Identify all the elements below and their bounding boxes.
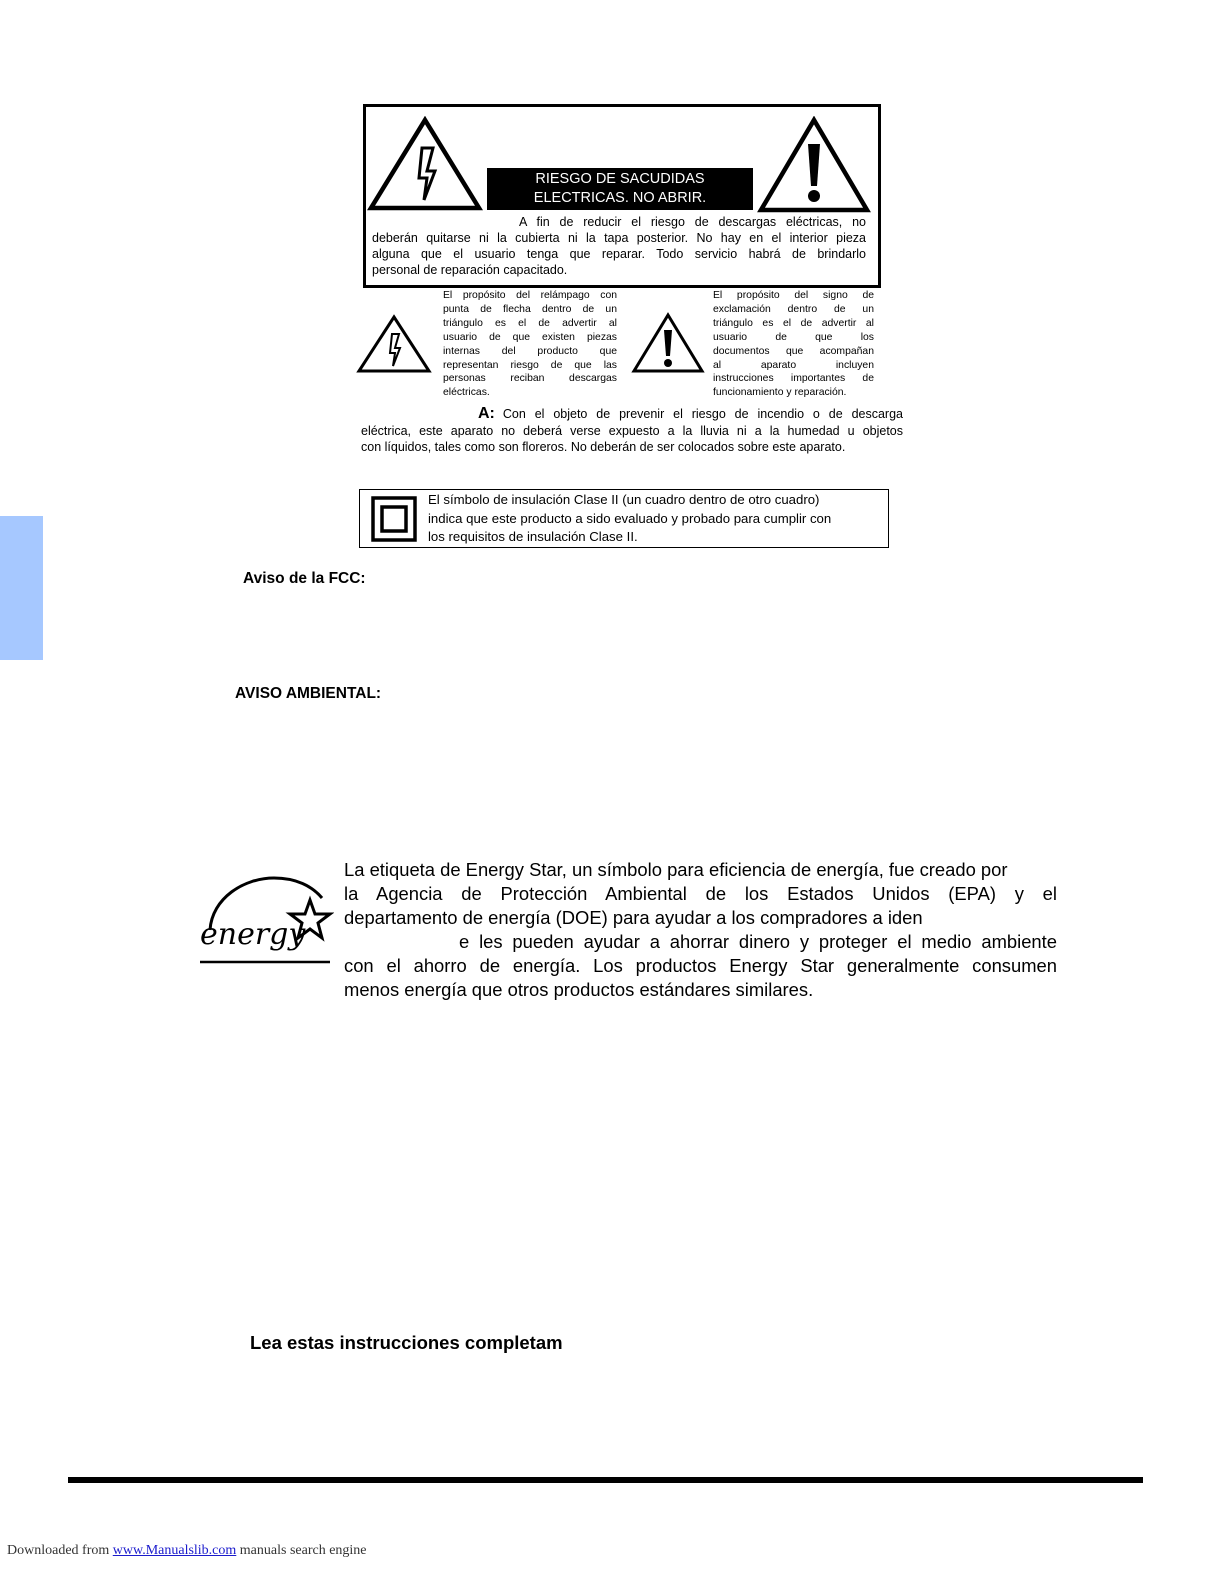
energy-star-paragraph — [344, 858, 1057, 1002]
download-footer — [7, 1543, 367, 1559]
explanation-line: triángulo es el de advertir al — [713, 317, 874, 329]
explanation-line: instrucciones importantes de — [713, 373, 874, 385]
lightning-bolt-warning-icon — [367, 116, 483, 212]
risk-banner-line2: ELECTRICAS. NO ABRIR. — [533, 190, 707, 206]
explanation-line: exclamación dentro de un — [713, 303, 874, 315]
warning-line: personal de reparación capacitado. — [372, 263, 568, 277]
environmental-notice-heading: AVISO AMBIENTAL: — [235, 685, 382, 702]
explanation-line: El propósito del signo de — [713, 290, 874, 301]
exclamation-small-icon — [631, 312, 705, 374]
risk-banner-line1: RIESGO DE SACUDIDAS — [535, 171, 705, 187]
energy-line: e les pueden ayudar a ahorrar dinero y proteger el medio ambiente — [459, 931, 1057, 952]
explanation-line: punta de flecha dentro de un — [443, 303, 617, 315]
explanation-line: usuario de que los — [713, 331, 874, 343]
risk-banner — [487, 168, 753, 210]
explanation-line: internas del producto que — [443, 345, 617, 357]
lightning-bolt-small-icon — [356, 314, 432, 374]
explanation-line: representan riesgo de que las — [443, 359, 617, 371]
warning-line: con líquidos, tales como son floreros. No deberán de ser colocados sobre este aparato. — [361, 440, 846, 454]
warning-line: alguna que el usuario tenga que reparar. Todo servicio habrá de brindarlo — [372, 247, 866, 261]
bottom-rule — [68, 1477, 1143, 1483]
lightning-symbol-explanation — [443, 289, 617, 400]
explanation-line: triángulo es el de advertir al — [443, 317, 617, 329]
explanation-line: personas reciban descargas — [443, 373, 617, 385]
energy-line: La etiqueta de Energy Star, un símbolo para eficiencia de energía, fue creado por — [344, 859, 1008, 880]
warning-line: eléctrica, este aparato no deberá verse expuesto a la lluvia ni a la humedad u objetos — [361, 423, 903, 438]
footer-prefix: Downloaded from — [7, 1543, 113, 1558]
energy-line: con el ahorro de energía. Los productos Energy Star generalmente consumen — [344, 955, 1057, 976]
section-tab — [0, 516, 43, 660]
exclamation-symbol-explanation — [713, 289, 874, 400]
warning-line: Con el objeto de prevenir el riesgo de incendio o de descarga — [502, 407, 903, 421]
read-instructions-heading: Lea estas instrucciones completam — [250, 1332, 563, 1353]
explanation-line: El propósito del relámpago con — [443, 290, 617, 301]
class-ii-text — [428, 491, 880, 547]
energy-line: departamento de energía (DOE) para ayudar a los compradores a iden — [344, 907, 923, 928]
energy-line: la Agencia de Protección Ambiental de los Estados Unidos (EPA) y el — [344, 883, 1057, 904]
explanation-line: funcionamiento y reparación. — [713, 387, 847, 399]
explanation-line: eléctricas. — [443, 387, 490, 399]
class-ii-line: indica que este producto a sido evaluado y probado para cumplir con — [428, 510, 832, 526]
class-ii-double-square-icon — [371, 496, 417, 542]
explanation-line: al aparato incluyen — [713, 359, 874, 371]
warning-line: A fin de reducir el riesgo de descargas eléctricas, no — [519, 215, 866, 229]
manualslib-link[interactable]: www.Manualslib.com — [112, 1543, 237, 1558]
exclamation-warning-icon — [757, 116, 871, 214]
energy-logo-wordmark: energy — [200, 917, 306, 952]
energy-star-logo-icon — [196, 876, 334, 966]
fire-moisture-warning — [361, 406, 903, 456]
warning-line: deberán quitarse ni la cubierta ni la tapa posterior. No hay en el interior pieza — [372, 231, 866, 245]
energy-line: menos energía que otros productos estándares similares. — [344, 979, 814, 1000]
explanation-line: documentos que acompañan — [713, 345, 874, 357]
class-ii-line: El símbolo de insulación Clase II (un cuadro dentro de otro cuadro) — [428, 492, 820, 507]
footer-suffix: manuals search engine — [236, 1543, 367, 1558]
fcc-notice-heading: Aviso de la FCC: — [243, 570, 366, 587]
explanation-line: usuario de que existen piezas — [443, 331, 617, 343]
warning-lead: A: — [478, 405, 495, 422]
class-ii-line: los requisitos de insulación Clase II. — [428, 529, 638, 544]
shock-warning-text — [372, 214, 866, 278]
